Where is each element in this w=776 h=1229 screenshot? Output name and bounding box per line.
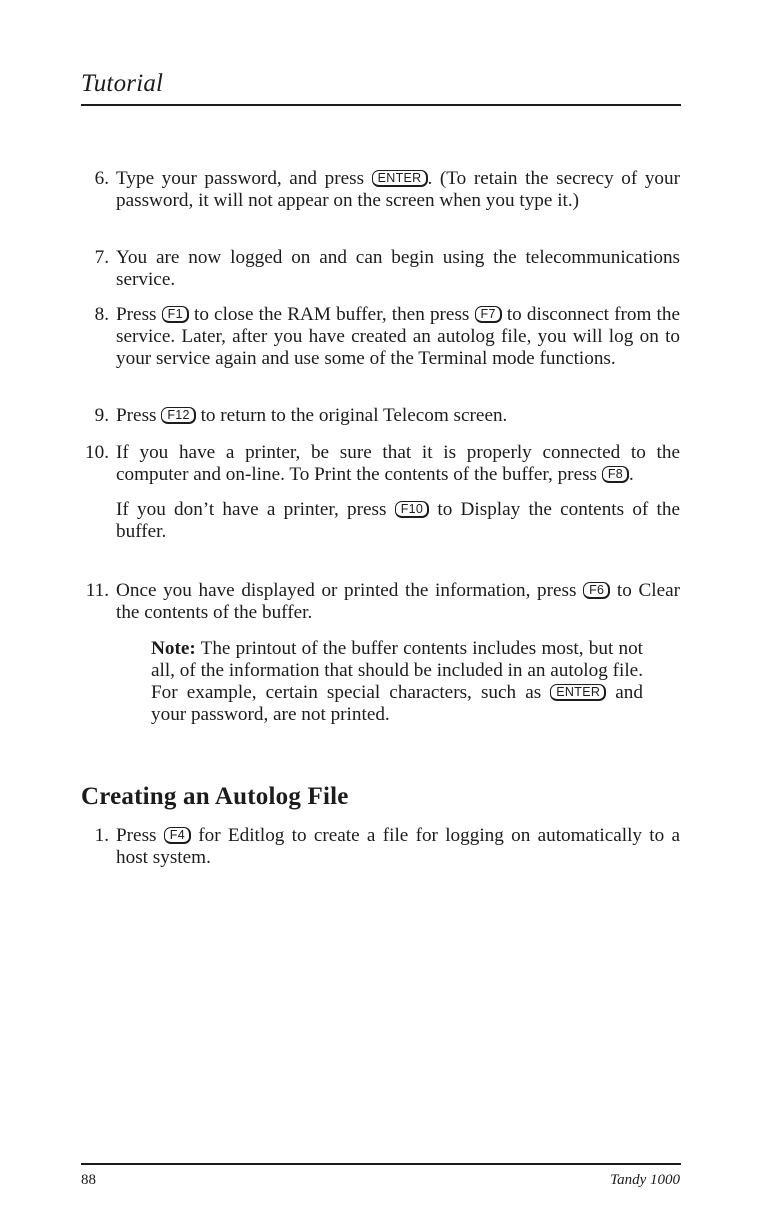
f4-key-icon: F4 xyxy=(164,827,191,844)
step-6 xyxy=(75,168,680,212)
footer-rule xyxy=(81,1163,681,1165)
step-text: Press F1 to close the RAM buffer, then press F7 to disconnect from the service. Later, after you have created an autolog file, you will log on to your service again and use some of the Terminal mode functions. xyxy=(116,304,680,369)
step-9 xyxy=(75,405,680,427)
running-header: Tutorial xyxy=(81,70,164,97)
f8-key-icon: F8 xyxy=(602,466,629,483)
section-step-1 xyxy=(75,825,680,869)
step-7 xyxy=(75,247,680,291)
page-number: 88 xyxy=(81,1172,96,1188)
step-number: 7. xyxy=(94,247,109,268)
enter-key-icon: ENTER xyxy=(550,684,606,701)
step-number: 9. xyxy=(94,405,109,426)
footer-title: Tandy 1000 xyxy=(610,1172,680,1188)
step-text: You are now logged on and can begin using the telecommunications service. xyxy=(116,247,680,290)
step-text: Press F12 to return to the original Telecom screen. xyxy=(116,405,508,426)
step-8 xyxy=(75,304,680,370)
f12-key-icon: F12 xyxy=(161,407,195,424)
step-number: 11. xyxy=(85,580,109,601)
enter-key-icon: ENTER xyxy=(372,170,428,187)
step-text: Type your password, and press ENTER . (To retain the secrecy of your password, it will not appear on the screen when you type it.) xyxy=(116,168,680,211)
note-label: Note: xyxy=(151,638,196,659)
step-number: 10. xyxy=(85,442,109,463)
step-number: 6. xyxy=(94,168,109,189)
step-text: Press F4 for Editlog to create a file for logging on automatically to a host system. xyxy=(116,825,680,868)
f1-key-icon: F1 xyxy=(162,306,189,323)
header-rule xyxy=(81,104,681,106)
f10-key-icon: F10 xyxy=(395,501,429,518)
section-heading: Creating an Autolog File xyxy=(81,783,349,810)
step-10 xyxy=(75,442,680,543)
step-text: If you don’t have a printer, press F10 to Display the contents of the buffer. xyxy=(116,499,680,542)
step-text: Once you have displayed or printed the information, press F6 to Clear the contents of the buffer. xyxy=(116,580,680,623)
step-number: 1. xyxy=(94,825,109,846)
note-block: Note: The printout of the buffer contents includes most, but not all, of the information that should be included in an autolog file. For example, certain special characters, such as ENTER and your password, are not printed. xyxy=(151,638,643,725)
step-text: If you have a printer, be sure that it is properly connected to the computer and on-line. To Print the contents of the buffer, press F8 . xyxy=(116,442,680,485)
f7-key-icon: F7 xyxy=(475,306,502,323)
step-number: 8. xyxy=(94,304,109,325)
f6-key-icon: F6 xyxy=(583,582,610,599)
step-11 xyxy=(75,580,680,624)
